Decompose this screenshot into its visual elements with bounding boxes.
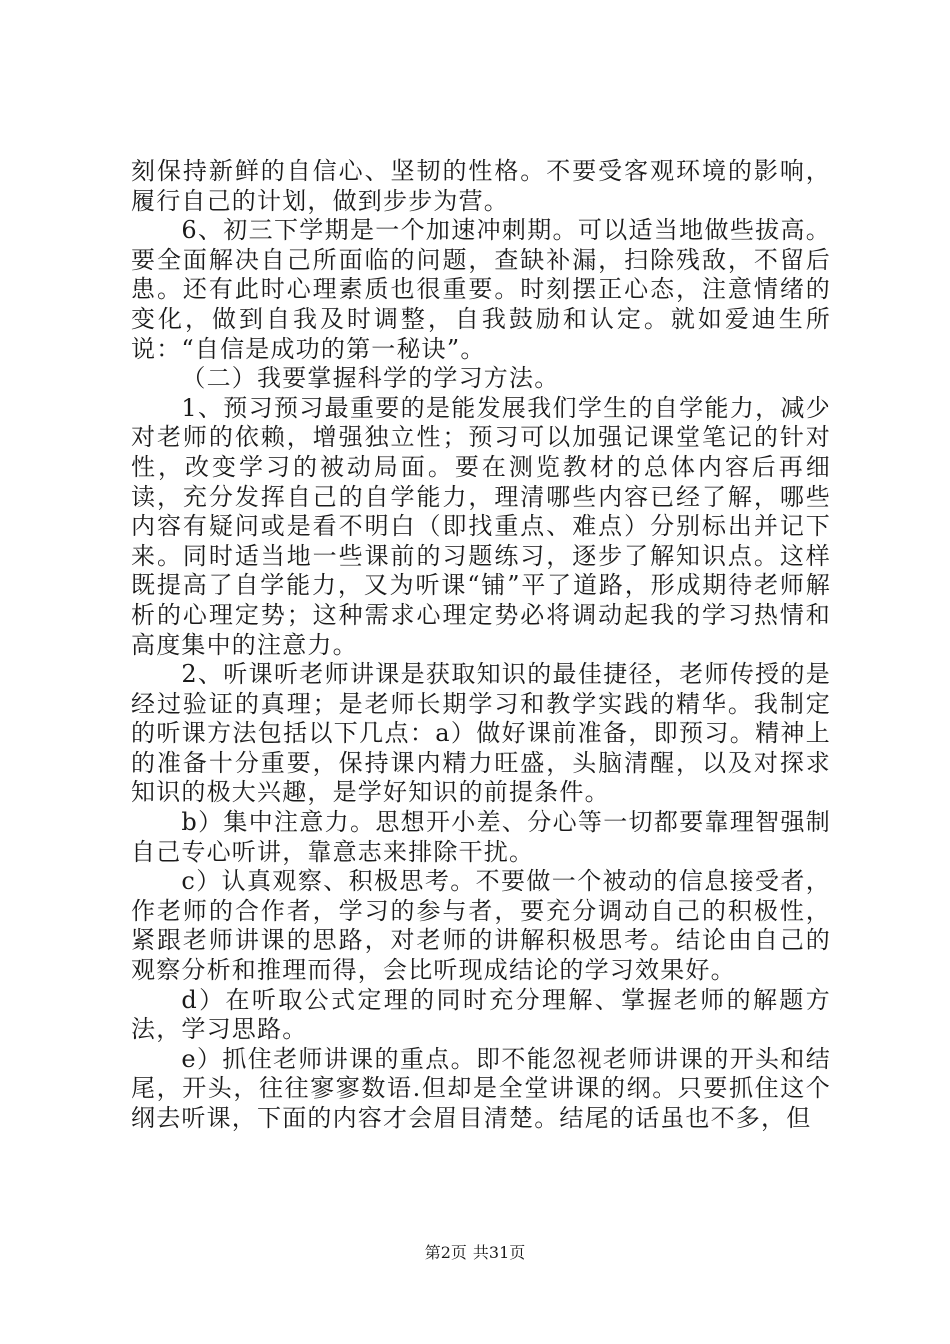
paragraph-item-2-listening: 2、听课听老师讲课是获取知识的最佳捷径，老师传授的是经过验证的真理；是老师长期学习和教学实践的精华。我制定的听课方法包括以下几点：a）做好课前准备，即预习。精神上的准备十分重要，保持课内精力旺盛，头脑清醒，以及对探求知识的极大兴趣，是学好知识的前提条件。	[131, 660, 831, 807]
document-body	[131, 157, 831, 1134]
paragraph-item-d: d）在听取公式定理的同时充分理解、掌握老师的解题方法，学习思路。	[131, 985, 831, 1044]
page-total: 共31页	[472, 1243, 526, 1262]
paragraph-item-6: 6、初三下学期是一个加速冲刺期。可以适当地做些拔高。要全面解决自己所面临的问题，查缺补漏，扫除残敌，不留后患。还有此时心理素质也很重要。时刻摆正心态，注意情绪的变化，做到自我及时调整，自我鼓励和认定。就如爱迪生所说：“自信是成功的第一秘诀”。	[131, 216, 831, 363]
paragraph-item-1-preview: 1、预习预习最重要的是能发展我们学生的自学能力，减少对老师的依赖，增强独立性；预习可以加强记课堂笔记的针对性，改变学习的被动局面。要在测览教材的总体内容后再细读，充分发挥自己的自学能力，理清哪些内容已经了解，哪些内容有疑问或是看不明白（即找重点、难点）分别标出并记下来。同时适当地一些课前的习题练习，逐步了解知识点。这样既提高了自学能力，又为听课“铺”平了道路，形成期待老师解析的心理定势；这种需求心理定势必将调动起我的学习热情和高度集中的注意力。	[131, 393, 831, 659]
paragraph-item-c: c）认真观察、积极思考。不要做一个被动的信息接受者，作老师的合作者，学习的参与者，要充分调动自己的积极性，紧跟老师讲课的思路，对老师的讲解积极思考。结论由自己的观察分析和推理而得，会比听现成结论的学习效果好。	[131, 867, 831, 985]
page-number: 第2页	[424, 1243, 467, 1262]
paragraph-item-e: e）抓住老师讲课的重点。即不能忽视老师讲课的开头和结尾，开头，往往寥寥数语.但却是全堂讲课的纲。只要抓住这个纲去听课，下面的内容才会眉目清楚。结尾的话虽也不多，但	[131, 1044, 831, 1132]
paragraph-continuation: 刻保持新鲜的自信心、坚韧的性格。不要受客观环境的影响，履行自己的计划，做到步步为营。	[131, 157, 831, 215]
paragraph-item-b: b）集中注意力。思想开小差、分心等一切都要靠理智强制自己专心听讲，靠意志来排除干扰。	[131, 808, 831, 866]
page-footer	[0, 1243, 950, 1263]
section-heading-2: （二）我要掌握科学的学习方法。	[181, 364, 560, 393]
